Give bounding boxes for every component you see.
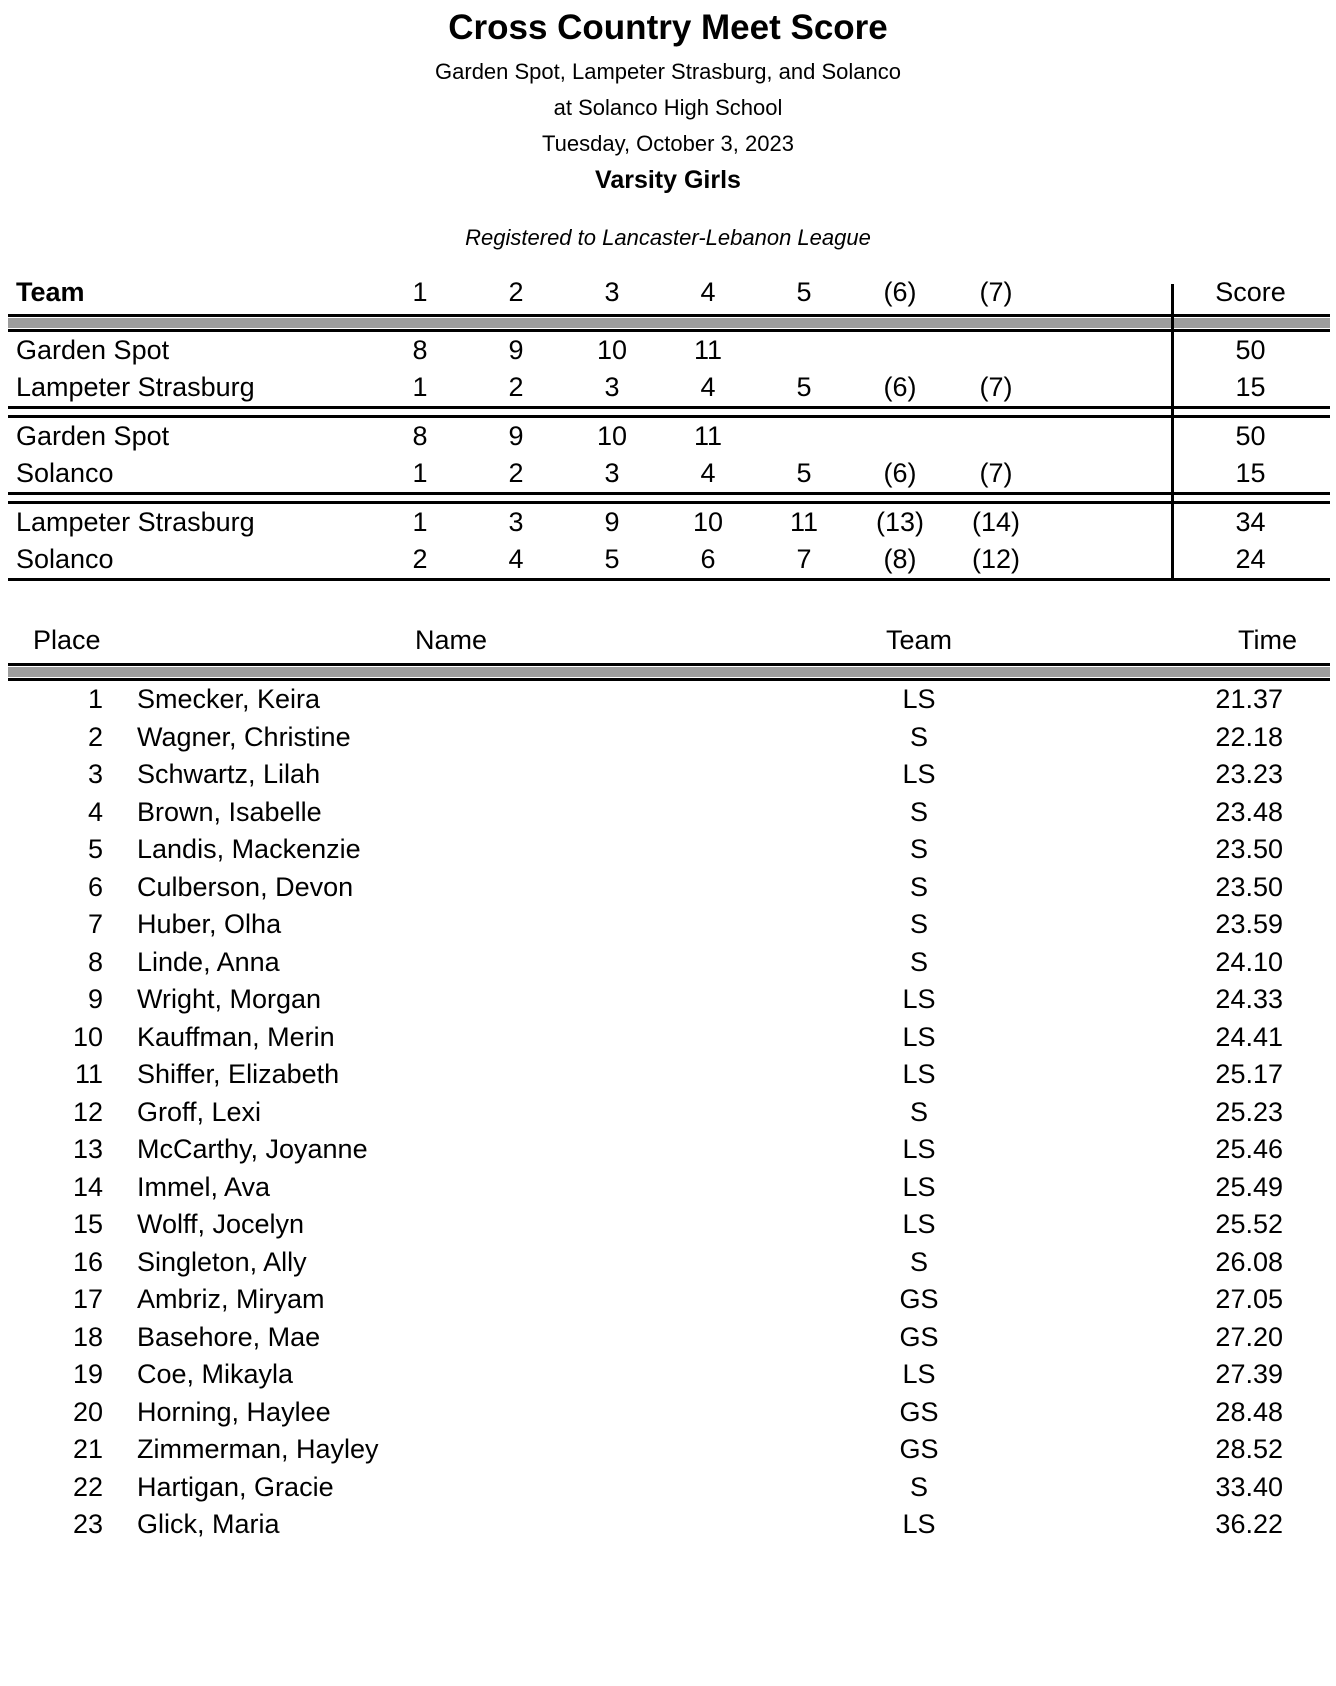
place-cell: (8) xyxy=(883,544,917,574)
place-cell: 5 xyxy=(796,458,812,488)
team-cell: LS xyxy=(902,759,936,789)
place-cell: 16 xyxy=(72,1246,103,1277)
place-cell: 10 xyxy=(596,335,628,365)
table-bottom-rule xyxy=(8,578,1330,581)
time-cell: 25.17 xyxy=(1215,1059,1283,1089)
time-cell: 25.23 xyxy=(1215,1096,1283,1127)
name-cell: Wright, Morgan xyxy=(137,984,322,1014)
results-row xyxy=(8,1094,1330,1132)
row-gap xyxy=(1044,504,1171,541)
name-cell: Landis, Mackenzie xyxy=(137,834,361,864)
team-table-header xyxy=(8,274,1330,314)
place-cell: 3 xyxy=(508,507,524,537)
team-name-cell: Garden Spot xyxy=(16,335,170,365)
team-score-row xyxy=(8,504,1330,541)
time-cell: 23.48 xyxy=(1215,796,1283,827)
results-row xyxy=(8,1281,1330,1319)
team-cell: LS xyxy=(902,684,936,714)
header-rule-top xyxy=(8,663,1330,666)
results-table xyxy=(8,623,1330,1544)
header-gap xyxy=(1044,274,1171,314)
team-cell: GS xyxy=(899,1321,939,1352)
place-cell: 7 xyxy=(87,909,103,939)
place-cell: 2 xyxy=(87,721,103,752)
time-cell: 36.22 xyxy=(1215,1509,1283,1539)
time-column-header: Time xyxy=(1238,625,1297,655)
place-column-header-1: 1 xyxy=(412,277,428,307)
results-row xyxy=(8,1431,1330,1469)
page-title: Cross Country Meet Score xyxy=(448,8,888,47)
time-cell: 27.39 xyxy=(1215,1359,1283,1389)
team-score-row xyxy=(8,455,1330,492)
gray-bar xyxy=(8,667,1330,677)
row-gap xyxy=(1044,369,1171,406)
place-cell: 11 xyxy=(74,1059,103,1089)
team-name-cell: Lampeter Strasburg xyxy=(16,507,255,537)
name-cell: Glick, Maria xyxy=(137,1509,280,1539)
place-cell xyxy=(852,418,948,455)
row-gap xyxy=(1044,332,1171,369)
team-cell: LS xyxy=(902,1059,936,1089)
time-cell: 22.18 xyxy=(1215,721,1283,752)
name-cell: Huber, Olha xyxy=(137,909,282,939)
place-cell: 18 xyxy=(72,1321,103,1352)
gray-bar xyxy=(8,318,1330,328)
meet-location-line: at Solanco High School xyxy=(553,95,783,120)
place-cell: 7 xyxy=(796,544,812,574)
team-score-row xyxy=(8,418,1330,455)
team-cell: GS xyxy=(899,1284,939,1314)
time-cell: 23.59 xyxy=(1215,909,1283,939)
place-cell: 19 xyxy=(72,1359,103,1389)
name-cell: Basehore, Mae xyxy=(137,1321,321,1352)
team-cell: S xyxy=(909,1096,928,1127)
time-cell: 25.46 xyxy=(1215,1134,1283,1164)
header-rule-top xyxy=(8,314,1330,317)
team-cell: LS xyxy=(902,1171,936,1202)
time-cell: 23.50 xyxy=(1215,871,1283,902)
place-cell: 9 xyxy=(508,421,524,451)
place-cell: 9 xyxy=(604,507,620,537)
name-cell: Schwartz, Lilah xyxy=(137,759,321,789)
place-cell xyxy=(852,332,948,369)
team-cell: LS xyxy=(902,984,936,1014)
place-cell: 2 xyxy=(508,458,524,488)
time-cell: 24.41 xyxy=(1215,1021,1283,1052)
place-cell: 9 xyxy=(87,984,103,1014)
results-row xyxy=(8,1356,1330,1394)
time-cell: 28.52 xyxy=(1215,1434,1283,1464)
team-score-cell: 50 xyxy=(1235,335,1266,365)
team-score-table xyxy=(8,274,1330,581)
name-cell: McCarthy, Joyanne xyxy=(137,1134,368,1164)
matchup-divider xyxy=(8,492,1330,504)
team-score-cell: 15 xyxy=(1235,372,1266,402)
place-cell: 3 xyxy=(604,458,620,488)
team-cell: LS xyxy=(902,1209,936,1239)
name-cell: Shiffer, Elizabeth xyxy=(137,1059,340,1089)
place-cell: 11 xyxy=(693,335,723,365)
time-cell: 28.48 xyxy=(1215,1396,1283,1427)
results-row xyxy=(8,1506,1330,1544)
team-table-body xyxy=(8,332,1330,578)
team-score-row xyxy=(8,332,1330,369)
team-cell: S xyxy=(909,721,928,752)
time-cell: 26.08 xyxy=(1215,1246,1283,1277)
place-cell: (14) xyxy=(971,507,1020,537)
place-cell: 17 xyxy=(72,1284,103,1314)
place-cell: 5 xyxy=(604,544,620,574)
place-cell: 10 xyxy=(72,1021,103,1052)
row-gap xyxy=(1044,455,1171,492)
results-row xyxy=(8,1169,1330,1207)
name-cell: Horning, Haylee xyxy=(137,1396,331,1427)
place-cell: 2 xyxy=(412,544,428,574)
name-cell: Ambriz, Miryam xyxy=(137,1284,325,1314)
place-cell: 1 xyxy=(412,507,428,537)
division-title: Varsity Girls xyxy=(595,166,741,194)
place-cell: (6) xyxy=(883,372,917,402)
place-column-header: Place xyxy=(33,625,101,655)
name-cell: Zimmerman, Hayley xyxy=(137,1434,379,1464)
place-column-header-3: 3 xyxy=(604,277,620,307)
results-row xyxy=(8,1394,1330,1432)
team-name-cell: Lampeter Strasburg xyxy=(16,372,255,402)
time-cell: 27.05 xyxy=(1215,1284,1283,1314)
name-cell: Linde, Anna xyxy=(137,946,280,977)
place-cell: 11 xyxy=(789,507,819,537)
place-cell: 9 xyxy=(508,335,524,365)
team-cell: GS xyxy=(899,1396,939,1427)
team-cell: S xyxy=(909,909,928,939)
team-cell: LS xyxy=(902,1359,936,1389)
time-cell: 21.37 xyxy=(1215,684,1283,714)
place-cell: (7) xyxy=(979,372,1013,402)
results-table-body xyxy=(8,681,1330,1544)
score-column-header: Score xyxy=(1215,277,1286,307)
name-cell: Wolff, Jocelyn xyxy=(137,1209,305,1239)
name-cell: Hartigan, Gracie xyxy=(137,1471,334,1502)
place-cell: 1 xyxy=(87,684,103,714)
place-cell: 12 xyxy=(72,1096,103,1127)
place-column-header-2: 2 xyxy=(508,277,524,307)
team-cell: LS xyxy=(902,1021,936,1052)
name-cell: Kauffman, Merin xyxy=(137,1021,335,1052)
place-cell: 10 xyxy=(596,421,628,451)
place-column-header-7: (7) xyxy=(979,277,1013,307)
name-cell: Singleton, Ally xyxy=(137,1246,307,1277)
team-score-cell: 34 xyxy=(1235,507,1266,537)
team-cell: GS xyxy=(899,1434,939,1464)
time-cell: 23.23 xyxy=(1215,759,1283,789)
place-cell: 2 xyxy=(508,372,524,402)
team-column-header: Team xyxy=(16,277,85,307)
name-cell: Brown, Isabelle xyxy=(137,796,322,827)
place-cell: (7) xyxy=(979,458,1013,488)
place-cell: 20 xyxy=(72,1396,103,1427)
place-cell: 8 xyxy=(412,335,428,365)
place-cell xyxy=(948,418,1044,455)
team-cell: S xyxy=(909,796,928,827)
time-cell: 33.40 xyxy=(1215,1471,1283,1502)
place-cell: 14 xyxy=(72,1171,103,1202)
place-cell xyxy=(756,418,852,455)
score-divider-line xyxy=(1171,284,1174,581)
place-cell: (12) xyxy=(971,544,1020,574)
place-cell: 1 xyxy=(412,372,428,402)
matchup-divider xyxy=(8,406,1330,418)
place-cell: 6 xyxy=(87,871,103,902)
place-cell: 11 xyxy=(693,421,723,451)
results-row xyxy=(8,831,1330,869)
results-row xyxy=(8,794,1330,832)
place-cell xyxy=(948,332,1044,369)
team-name-cell: Garden Spot xyxy=(16,421,170,451)
results-row xyxy=(8,1131,1330,1169)
team-cell: S xyxy=(909,946,928,977)
place-cell: 10 xyxy=(692,507,724,537)
results-row xyxy=(8,981,1330,1019)
place-cell: 22 xyxy=(72,1471,103,1502)
results-row xyxy=(8,756,1330,794)
place-cell: (13) xyxy=(875,507,924,537)
place-column-header-6: (6) xyxy=(883,277,917,307)
results-row xyxy=(8,681,1330,719)
document-header xyxy=(0,0,1336,250)
results-row xyxy=(8,1056,1330,1094)
place-cell: 4 xyxy=(700,372,716,402)
team-cell: S xyxy=(909,1246,928,1277)
place-cell: 4 xyxy=(87,796,103,827)
team-score-cell: 24 xyxy=(1235,544,1266,574)
place-cell: 13 xyxy=(72,1134,103,1164)
name-cell: Coe, Mikayla xyxy=(137,1359,294,1389)
place-cell: 4 xyxy=(700,458,716,488)
team-column-header: Team xyxy=(885,625,953,655)
meet-teams-line: Garden Spot, Lampeter Strasburg, and Solanco xyxy=(435,59,901,84)
place-cell xyxy=(756,332,852,369)
place-cell: 21 xyxy=(72,1434,103,1464)
place-column-header-4: 4 xyxy=(700,277,716,307)
place-cell: 3 xyxy=(87,759,103,789)
name-column-header: Name xyxy=(415,625,488,655)
team-cell: S xyxy=(909,834,928,864)
results-row xyxy=(8,1019,1330,1057)
name-cell: Culberson, Devon xyxy=(137,871,354,902)
place-cell: (6) xyxy=(883,458,917,488)
place-cell: 4 xyxy=(508,544,524,574)
place-cell: 3 xyxy=(604,372,620,402)
time-cell: 24.10 xyxy=(1215,946,1283,977)
results-row xyxy=(8,719,1330,757)
team-score-cell: 50 xyxy=(1235,421,1266,451)
name-cell: Smecker, Keira xyxy=(137,684,321,714)
place-column-header-5: 5 xyxy=(796,277,812,307)
name-cell: Groff, Lexi xyxy=(137,1096,262,1127)
results-row xyxy=(8,1319,1330,1357)
results-row xyxy=(8,1206,1330,1244)
time-cell: 27.20 xyxy=(1215,1321,1283,1352)
team-score-row xyxy=(8,369,1330,406)
place-cell: 5 xyxy=(796,372,812,402)
results-row xyxy=(8,1469,1330,1507)
place-cell: 8 xyxy=(412,421,428,451)
place-cell: 15 xyxy=(72,1209,103,1239)
time-cell: 23.50 xyxy=(1215,834,1283,864)
place-cell: 6 xyxy=(700,544,716,574)
results-row xyxy=(8,906,1330,944)
time-cell: 25.52 xyxy=(1215,1209,1283,1239)
team-cell: LS xyxy=(902,1134,936,1164)
team-cell: S xyxy=(909,1471,928,1502)
team-cell: LS xyxy=(902,1509,936,1539)
registration-note: Registered to Lancaster-Lebanon League xyxy=(465,225,871,250)
results-header xyxy=(8,623,1330,663)
results-row xyxy=(8,1244,1330,1282)
name-cell: Immel, Ava xyxy=(137,1171,271,1202)
team-score-row xyxy=(8,541,1330,578)
name-cell: Wagner, Christine xyxy=(137,721,351,752)
place-cell: 1 xyxy=(412,458,428,488)
place-cell: 8 xyxy=(87,946,103,977)
team-name-cell: Solanco xyxy=(16,458,114,488)
meet-date: Tuesday, October 3, 2023 xyxy=(542,131,794,156)
row-gap xyxy=(1044,418,1171,455)
results-row xyxy=(8,944,1330,982)
time-cell: 24.33 xyxy=(1215,984,1283,1014)
row-gap xyxy=(1044,541,1171,578)
team-cell: S xyxy=(909,871,928,902)
results-row xyxy=(8,869,1330,907)
place-cell: 5 xyxy=(87,834,103,864)
team-name-cell: Solanco xyxy=(16,544,114,574)
time-cell: 25.49 xyxy=(1215,1171,1283,1202)
place-cell: 23 xyxy=(72,1509,103,1539)
team-score-cell: 15 xyxy=(1235,458,1266,488)
